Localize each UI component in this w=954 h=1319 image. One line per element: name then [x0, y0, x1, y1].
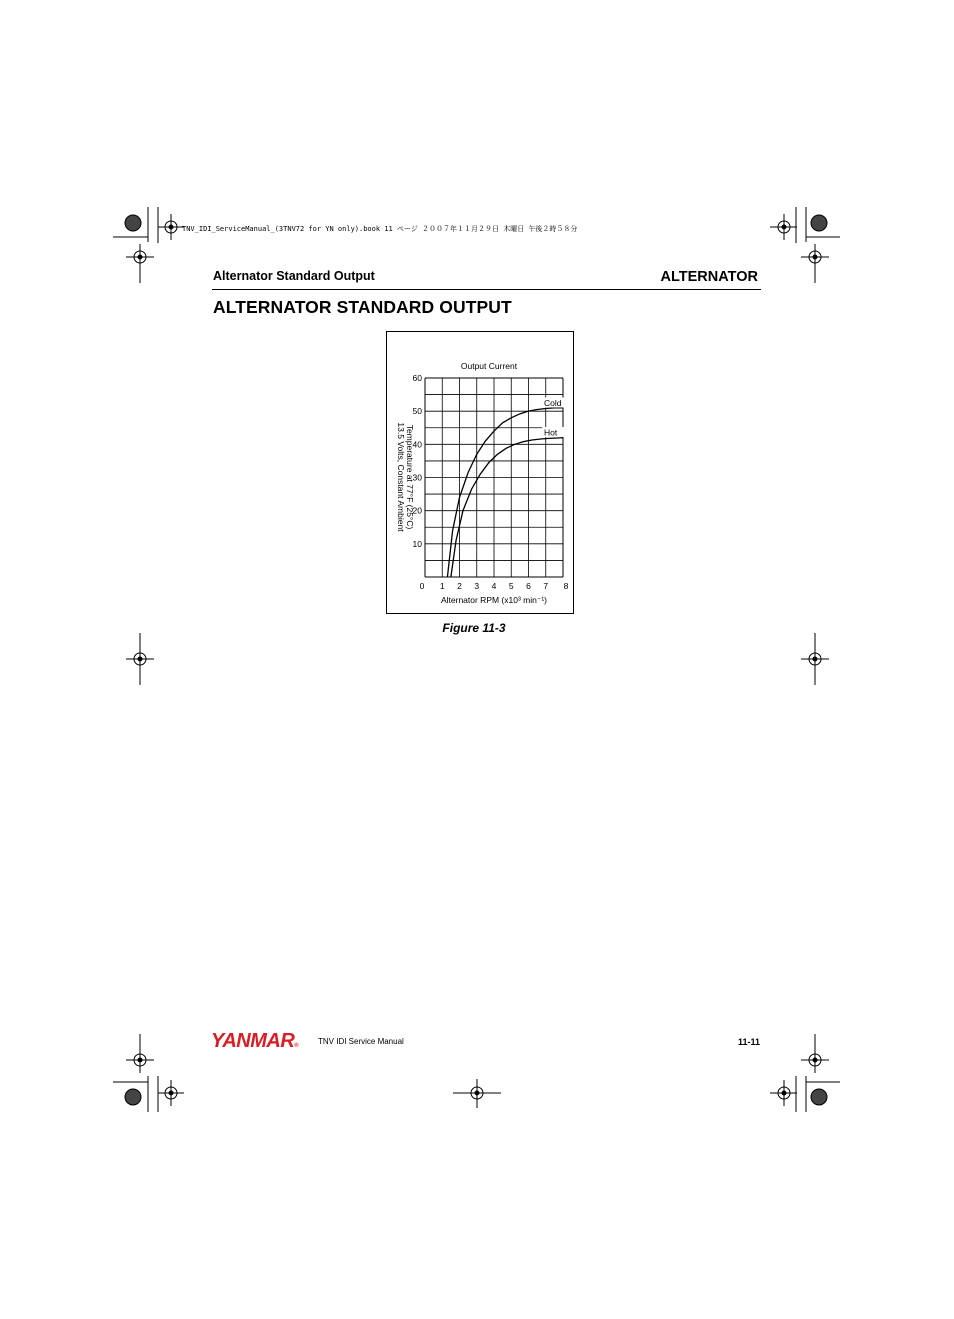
- x-tick-label: 7: [543, 581, 549, 591]
- y-tick-label: 40: [412, 439, 422, 450]
- x-tick-label: 8: [563, 581, 569, 591]
- footer-manual-title: TNV IDI Service Manual: [318, 1037, 404, 1046]
- series-label-hot: Hot: [544, 427, 558, 438]
- y-tick-label: 30: [412, 472, 422, 483]
- section-header: Alternator Standard Output: [213, 269, 375, 283]
- print-slug: TNV_IDI_ServiceManual_(3TNV72 for YN only).book 11 ページ ２００７年１１月２９日 木曜日 午後２時５８分: [182, 225, 578, 233]
- x-tick-label: 3: [474, 581, 480, 591]
- x-tick-label: 5: [508, 581, 514, 591]
- figure-caption: [0, 621, 954, 635]
- y-tick-label: 60: [412, 373, 422, 383]
- page-number: 11-11: [737, 1037, 760, 1047]
- x-axis-label: Alternator RPM (x10³ min⁻¹): [440, 595, 548, 605]
- y-tick-label: 20: [412, 505, 422, 516]
- y-axis-label: Temperature at 77°F (25°C): [405, 424, 415, 530]
- chapter-header: ALTERNATOR: [660, 269, 758, 285]
- series-line-hot: [451, 438, 563, 577]
- y-axis-label: 13.5 Volts, Constant Ambient: [396, 422, 406, 532]
- x-tick-label: 6: [526, 581, 531, 591]
- series-label-cold: Cold: [544, 398, 562, 409]
- yanmar-logo: [211, 1030, 298, 1053]
- chart-title: Output Current: [460, 361, 518, 371]
- output-current-chart: [386, 331, 574, 614]
- brand-name: YANMAR: [211, 1030, 295, 1052]
- y-tick-label: 50: [412, 406, 422, 417]
- page-title: ALTERNATOR STANDARD OUTPUT: [213, 297, 512, 317]
- header-rule: [212, 289, 761, 290]
- y-tick-label: 10: [412, 538, 422, 549]
- x-tick-label: 0: [419, 581, 425, 591]
- x-tick-label: 2: [457, 581, 462, 591]
- registered-mark: ®: [294, 1043, 299, 1049]
- x-tick-label: 1: [439, 581, 445, 591]
- x-tick-label: 4: [491, 581, 497, 591]
- figure-caption-text: Figure 11-3: [442, 621, 506, 635]
